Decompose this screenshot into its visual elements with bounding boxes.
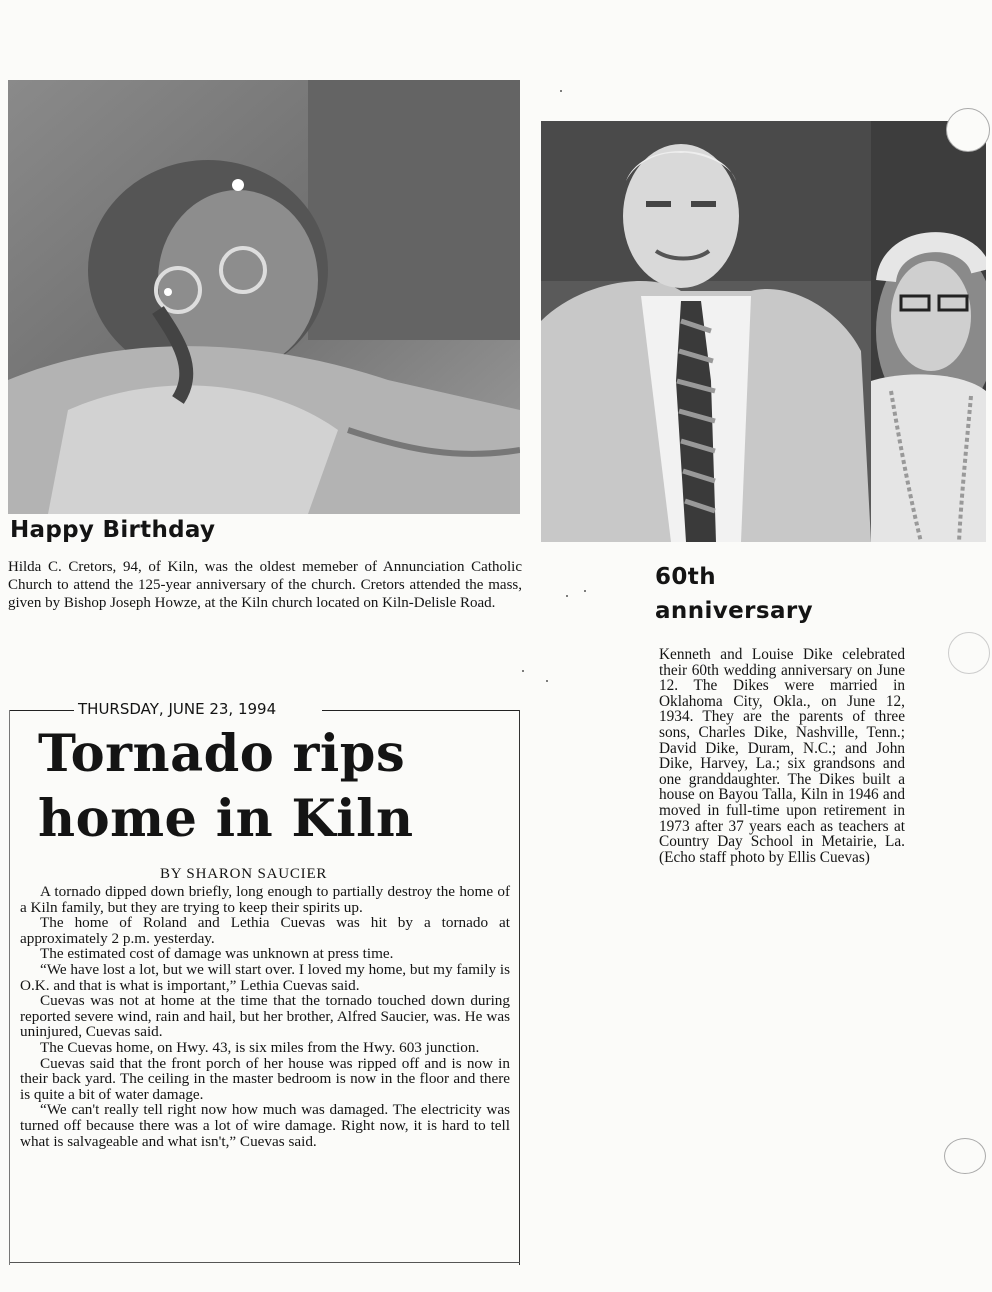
binder-hole-bottom [944, 1138, 986, 1174]
birthday-caption: Hilda C. Cretors, 94, of Kiln, was the oldest memeber of Annunciation Catholic Church to attend the 125-year anniversary of the church. Cretors attended the mass, given by Bishop Joseph Howze, at the Kiln church located on Kiln-Delisle Road. [8, 559, 522, 611]
anniversary-caption: Kenneth and Louise Dike celebrated their 60th wedding anniversary on June 12. The Dikes were married in Oklahoma City, Okla., on June 12, 1934. They are the parents of three sons, Charles Dike, Nashville, Tenn.; David Dike, Duram, N.C.; and John Dike, Harvey, La.; six grandsons and one granddaughter. The Dikes built a house on Bayou Talla, Kiln in 1946 and moved in full-time upon retirement in 1973 after 37 years each as teachers at Country Day School in Metairie, La. (Echo staff photo by Ellis Cuevas) [659, 646, 905, 866]
article-paragraph: Cuevas was not at home at the time that the tornado touched down during reported severe wind, rain and hail, but her brother, Alfred Saucier, was. He was uninjured, Cuevas said. [20, 992, 510, 1041]
article-paragraph: The estimated cost of damage was unknown at press time. [40, 945, 394, 963]
headline [38, 722, 518, 852]
birthday-photo [8, 80, 520, 514]
byline: BY SHARON SAUCIER [160, 866, 328, 882]
birthday-title: Happy Birthday [10, 517, 216, 543]
article-frame-right [519, 710, 520, 1265]
binder-hole-middle [948, 632, 990, 674]
dateline-rule-right [322, 710, 520, 711]
article-paragraph: A tornado dipped down briefly, long enough to partially destroy the home of a Kiln family, but they are trying to keep their spirits up. [20, 883, 510, 916]
scan-speck [522, 670, 524, 672]
article-paragraph: “We have lost a lot, but we will start over. I loved my home, but my family is O.K. and that is what is important,” Lethia Cuevas said. [20, 960, 510, 994]
scan-speck [560, 90, 562, 92]
dateline: THURSDAY, JUNE 23, 1994 [78, 700, 277, 718]
article-frame-left [9, 710, 10, 1265]
article-body [20, 884, 510, 1149]
dateline-rule-left [10, 710, 74, 711]
scan-speck [584, 590, 586, 592]
article-paragraph: “We can't really tell right now how much was damaged. The electricity was turned off because there was a lot of wire damage. Right now, it is hard to tell what is salvageable and what isn't,” Cuevas said. [20, 1101, 510, 1150]
scan-speck [546, 680, 548, 682]
article-bottom-rule [10, 1262, 520, 1263]
headline-line1: Tornado rips [38, 724, 406, 784]
article-paragraph: Cuevas said that the front porch of her house was ripped off and is now in their back yard. The ceiling in the master bedroom is now in the floor and there is quite a bit of water damage. [20, 1054, 510, 1103]
binder-hole-top [946, 108, 990, 152]
anniversary-title-line2: anniversary [655, 598, 814, 624]
anniversary-title-line1: 60th [655, 564, 716, 590]
anniversary-photo [541, 121, 986, 542]
anniversary-title [655, 560, 895, 628]
article-paragraph: The Cuevas home, on Hwy. 43, is six miles from the Hwy. 603 junction. [40, 1038, 480, 1056]
article-paragraph: The home of Roland and Lethia Cuevas was hit by a tornado at approximately 2 p.m. yesterday. [20, 914, 510, 947]
headline-line2: home in Kiln [38, 789, 414, 849]
scan-speck [566, 595, 568, 597]
